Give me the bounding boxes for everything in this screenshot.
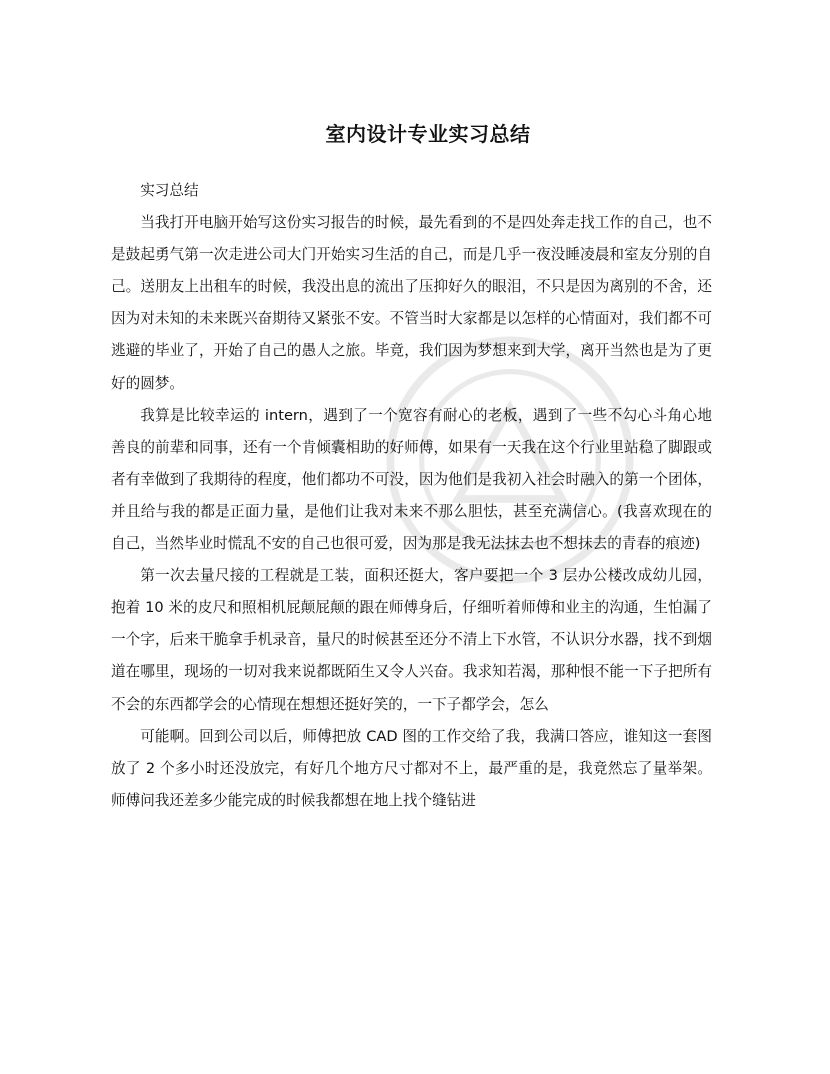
paragraph-3: 第一次去量尺接的工程就是工装，面积还挺大，客户要把一个 3 层办公楼改成幼儿园，抱着 10 米的皮尺和照相机屁颠屁颠的跟在师傅身后，仔细听着师傅和业主的沟通，生怕漏了一个字，后来干脆拿手机录音，量尺的时候甚至还分不清上下水管，不认识分水器，找不到烟道在哪里，现场的一切对我来说都既陌生又令人兴奋。我求知若渴，那种恨不能一下子把所有不会的东西都学会的心情现在想想还挺好笑的，一下子都学会，怎么 — [111, 567, 712, 713]
paragraph-4: 可能啊。回到公司以后，师傅把放 CAD 图的工作交给了我，我满口答应，谁知这一套图放了 2 个多小时还没放完，有好几个地方尺寸都对不上，最严重的是，我竟然忘了量举架。师傅问我还差多少能完成的时候我都想在地上找个缝钻进 — [111, 727, 712, 809]
section-heading: 实习总结 — [140, 182, 199, 199]
document-title: 室内设计专业实习总结 — [325, 122, 531, 146]
paragraph-2: 我算是比较幸运的 intern，遇到了一个宽容有耐心的老板，遇到了一些不勾心斗角心地善良的前辈和同事，还有一个肯倾囊相助的好师傅，如果有一天我在这个行业里站稳了脚跟或者有幸做到了我期待的程度，他们都功不可没，因为他们是我初入社会时融入的第一个团体，并且给与我的都是正面力量，是他们让我对未来不那么胆怯，甚至充满信心。(我喜欢现在的自己，当然毕业时慌乱不安的自己也很可爱，因为那是我无法抹去也不想抹去的青春的痕迹) — [111, 406, 712, 553]
document-body — [111, 175, 712, 817]
paragraph-1: 当我打开电脑开始写这份实习报告的时候，最先看到的不是四处奔走找工作的自己，也不是鼓起勇气第一次走进公司大门开始实习生活的自己，而是几乎一夜没睡凌晨和室友分别的自己。送朋友上出租车的时候，我没出息的流出了压抑好久的眼泪，不只是因为离别的不舍，还因为对未知的未来既兴奋期待又紧张不安。不管当时大家都是以怎样的心情面对，我们都不可逃避的毕业了，开始了自己的愚人之旅。毕竟，我们因为梦想来到大学，离开当然也是为了更好的圆梦。 — [111, 214, 712, 392]
